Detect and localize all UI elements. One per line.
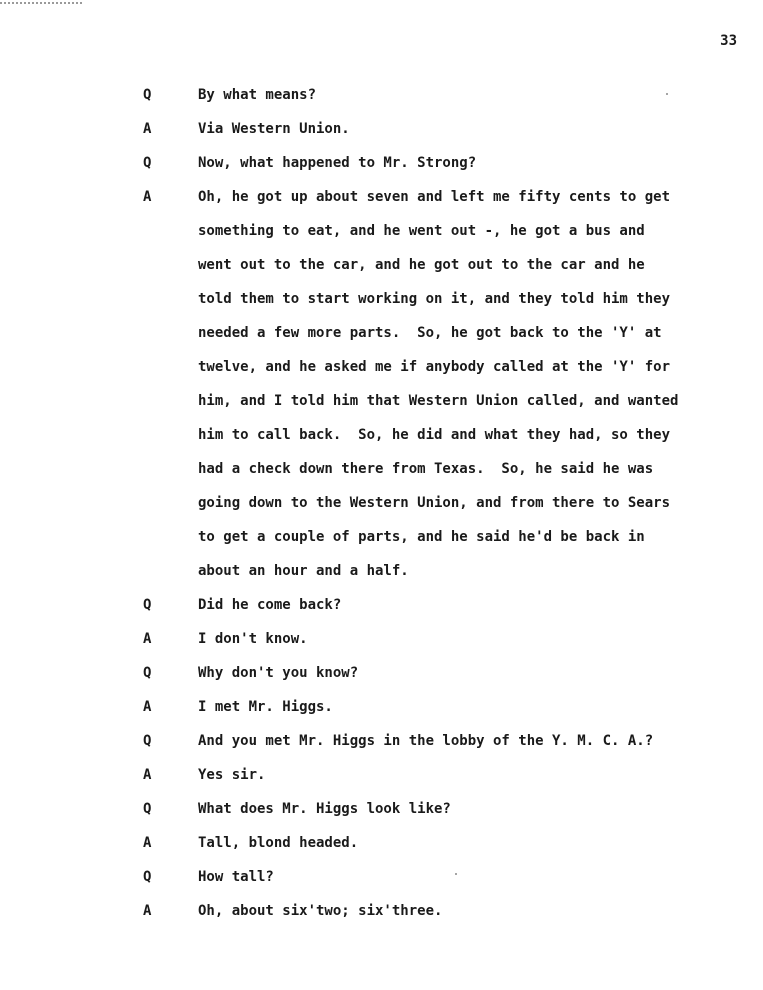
line-text: Oh, about six'two; six'three. bbox=[198, 903, 443, 919]
line-text: him, and I told him that Western Union called, and wanted bbox=[198, 393, 679, 409]
transcript-line bbox=[0, 697, 763, 731]
speaker-label: Q bbox=[143, 869, 152, 885]
transcript-line bbox=[0, 187, 763, 221]
line-text: How tall? bbox=[198, 869, 274, 885]
transcript-line bbox=[0, 561, 763, 595]
line-text: went out to the car, and he got out to the car and he bbox=[198, 257, 645, 273]
speaker-label: Q bbox=[143, 155, 152, 171]
line-text: going down to the Western Union, and from there to Sears bbox=[198, 495, 671, 511]
transcript-line bbox=[0, 663, 763, 697]
line-text: What does Mr. Higgs look like? bbox=[198, 801, 451, 817]
line-text: twelve, and he asked me if anybody called at the 'Y' for bbox=[198, 359, 671, 375]
transcript-line bbox=[0, 527, 763, 561]
transcript-line bbox=[0, 595, 763, 629]
speaker-label: Q bbox=[143, 665, 152, 681]
speaker-label: Q bbox=[143, 801, 152, 817]
transcript-line bbox=[0, 357, 763, 391]
line-text: something to eat, and he went out -, he got a bus and bbox=[198, 223, 645, 239]
transcript-line bbox=[0, 459, 763, 493]
scan-edge-marks bbox=[0, 2, 82, 4]
line-text: Did he come back? bbox=[198, 597, 342, 613]
line-text: Via Western Union. bbox=[198, 121, 350, 137]
transcript-line bbox=[0, 799, 763, 833]
line-text: By what means? bbox=[198, 87, 317, 103]
transcript-line bbox=[0, 323, 763, 357]
line-text: Why don't you know? bbox=[198, 665, 359, 681]
transcript-line bbox=[0, 255, 763, 289]
transcript-line bbox=[0, 833, 763, 867]
line-text: I met Mr. Higgs. bbox=[198, 699, 333, 715]
speaker-label: Q bbox=[143, 597, 152, 613]
transcript-line bbox=[0, 425, 763, 459]
transcript-line bbox=[0, 85, 763, 119]
transcript-line bbox=[0, 901, 763, 935]
transcript-line bbox=[0, 731, 763, 765]
speaker-label: Q bbox=[143, 733, 152, 749]
speaker-label: A bbox=[143, 121, 152, 137]
transcript-body bbox=[0, 85, 763, 935]
line-text: I don't know. bbox=[198, 631, 308, 647]
speaker-label: A bbox=[143, 835, 152, 851]
line-text: needed a few more parts. So, he got back to the 'Y' at bbox=[198, 325, 662, 341]
transcript-line bbox=[0, 221, 763, 255]
transcript-line bbox=[0, 119, 763, 153]
transcript-line bbox=[0, 765, 763, 799]
line-text: about an hour and a half. bbox=[198, 563, 409, 579]
speaker-label: A bbox=[143, 767, 152, 783]
speaker-label: A bbox=[143, 699, 152, 715]
transcript-line bbox=[0, 391, 763, 425]
speaker-label: A bbox=[143, 903, 152, 919]
transcript-line bbox=[0, 867, 763, 901]
line-text: him to call back. So, he did and what they had, so they bbox=[198, 427, 671, 443]
line-text: Oh, he got up about seven and left me fifty cents to get bbox=[198, 189, 671, 205]
line-text: told them to start working on it, and they told him they bbox=[198, 291, 671, 307]
transcript-line bbox=[0, 289, 763, 323]
line-text: to get a couple of parts, and he said he'd be back in bbox=[198, 529, 645, 545]
speaker-label: A bbox=[143, 189, 152, 205]
transcript-line bbox=[0, 629, 763, 663]
page-number: 33 bbox=[720, 33, 737, 49]
speaker-label: A bbox=[143, 631, 152, 647]
transcript-line bbox=[0, 153, 763, 187]
speaker-label: Q bbox=[143, 87, 152, 103]
line-text: had a check down there from Texas. So, he said he was bbox=[198, 461, 654, 477]
line-text: Yes sir. bbox=[198, 767, 266, 783]
line-text: Tall, blond headed. bbox=[198, 835, 359, 851]
line-text: And you met Mr. Higgs in the lobby of the Y. M. C. A.? bbox=[198, 733, 654, 749]
line-text: Now, what happened to Mr. Strong? bbox=[198, 155, 477, 171]
transcript-line bbox=[0, 493, 763, 527]
